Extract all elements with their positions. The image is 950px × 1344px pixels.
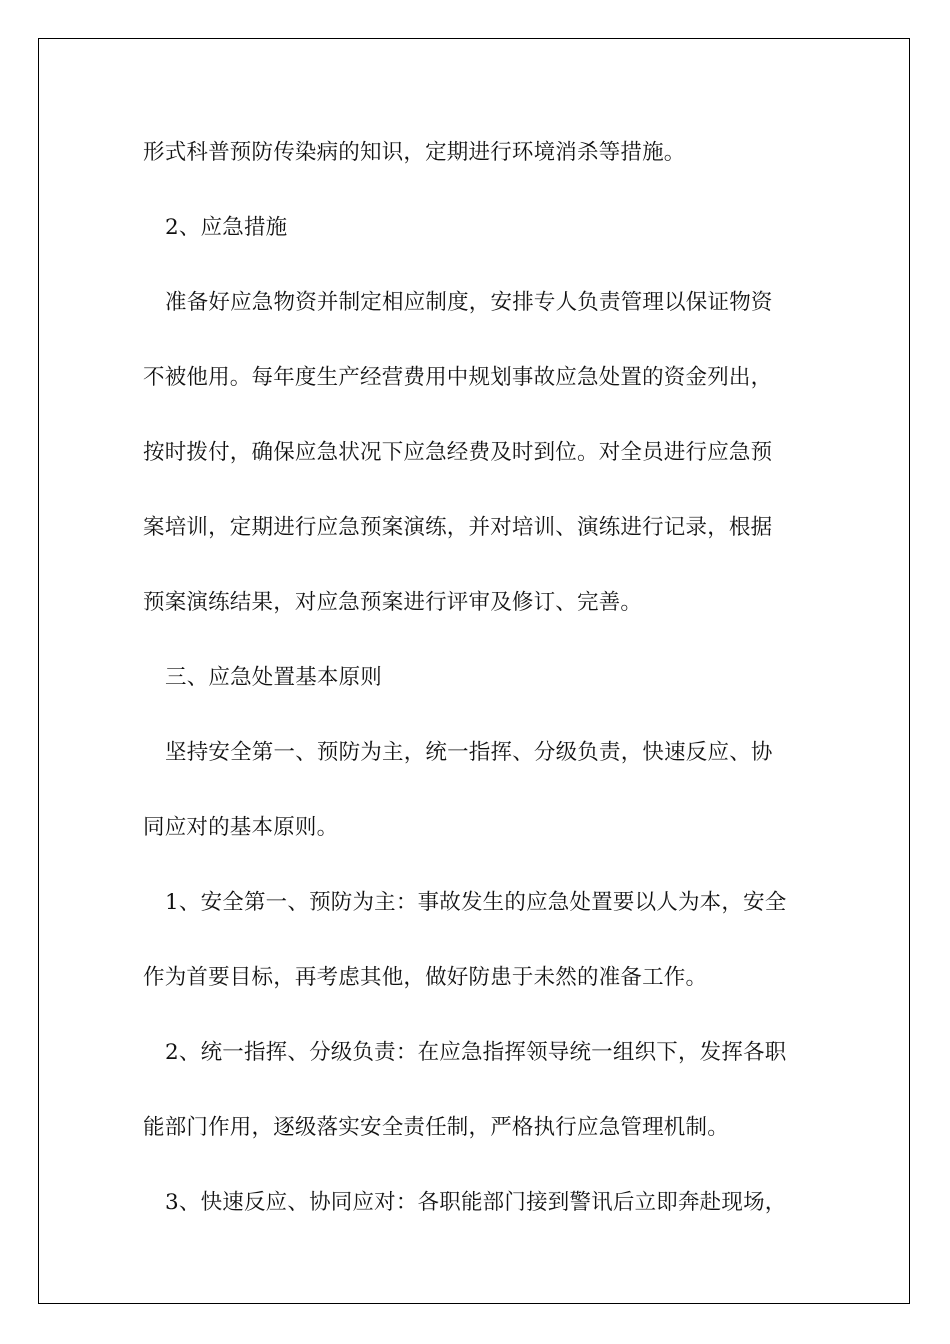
- section-heading: 2、应急措施: [165, 215, 288, 240]
- text-line: 能部门作用，逐级落实安全责任制，严格执行应急管理机制。: [143, 1115, 729, 1140]
- text-line: 形式科普预防传染病的知识，定期进行环境消杀等措施。: [143, 140, 686, 165]
- document-body: [143, 128, 808, 1253]
- text-line: 1、安全第一、预防为主：事故发生的应急处置要以人为本，安全: [165, 890, 787, 915]
- text-line: 3、快速反应、协同应对：各职能部门接到警讯后立即奔赴现场，: [165, 1190, 787, 1215]
- text-line: 坚持安全第一、预防为主，统一指挥、分级负责，快速反应、协: [165, 740, 773, 765]
- text-line: 案培训，定期进行应急预案演练，并对培训、演练进行记录，根据: [143, 515, 773, 540]
- text-line: 2、统一指挥、分级负责：在应急指挥领导统一组织下，发挥各职: [165, 1040, 787, 1065]
- text-line: 作为首要目标，再考虑其他，做好防患于未然的准备工作。: [143, 965, 708, 990]
- text-line: 同应对的基本原则。: [143, 815, 339, 840]
- text-line: 不被他用。每年度生产经营费用中规划事故应急处置的资金列出，: [143, 365, 773, 390]
- text-line: 按时拨付，确保应急状况下应急经费及时到位。对全员进行应急预: [143, 440, 773, 465]
- text-line: 准备好应急物资并制定相应制度，安排专人负责管理以保证物资: [165, 290, 773, 315]
- section-heading: 三、应急处置基本原则: [165, 665, 383, 690]
- text-line: 预案演练结果，对应急预案进行评审及修订、完善。: [143, 590, 643, 615]
